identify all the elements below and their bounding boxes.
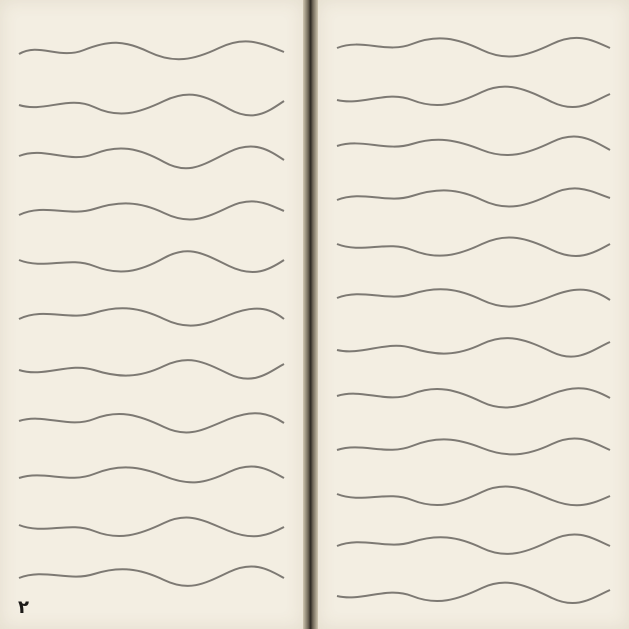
- manuscript-line: [332, 476, 615, 516]
- manuscript-line: [332, 524, 615, 564]
- manuscript-line: [14, 295, 289, 335]
- manuscript-line: [332, 26, 615, 66]
- manuscript-line: [332, 572, 615, 612]
- manuscript-line: [14, 348, 289, 388]
- manuscript-line: [14, 401, 289, 441]
- manuscript-line: [14, 556, 289, 596]
- manuscript-line: [332, 276, 615, 316]
- manuscript-line: [14, 189, 289, 229]
- manuscript-line: [14, 83, 289, 123]
- manuscript-line: [14, 507, 289, 547]
- page-number: ٢: [18, 597, 29, 618]
- book-gutter: [303, 0, 318, 629]
- manuscript-line: [14, 136, 289, 176]
- manuscript-line: [332, 126, 615, 166]
- manuscript-line: [332, 426, 615, 466]
- right-page: [318, 0, 629, 629]
- manuscript-line: [332, 376, 615, 416]
- left-page: [0, 0, 303, 629]
- manuscript-line: [14, 242, 289, 282]
- manuscript-line: [14, 30, 289, 70]
- manuscript-line: [14, 454, 289, 494]
- manuscript-line: [332, 176, 615, 216]
- manuscript-line: [332, 326, 615, 366]
- right-page-lines: [318, 0, 629, 629]
- manuscript-line: [332, 226, 615, 266]
- manuscript-line: [332, 76, 615, 116]
- left-page-lines: [0, 0, 303, 629]
